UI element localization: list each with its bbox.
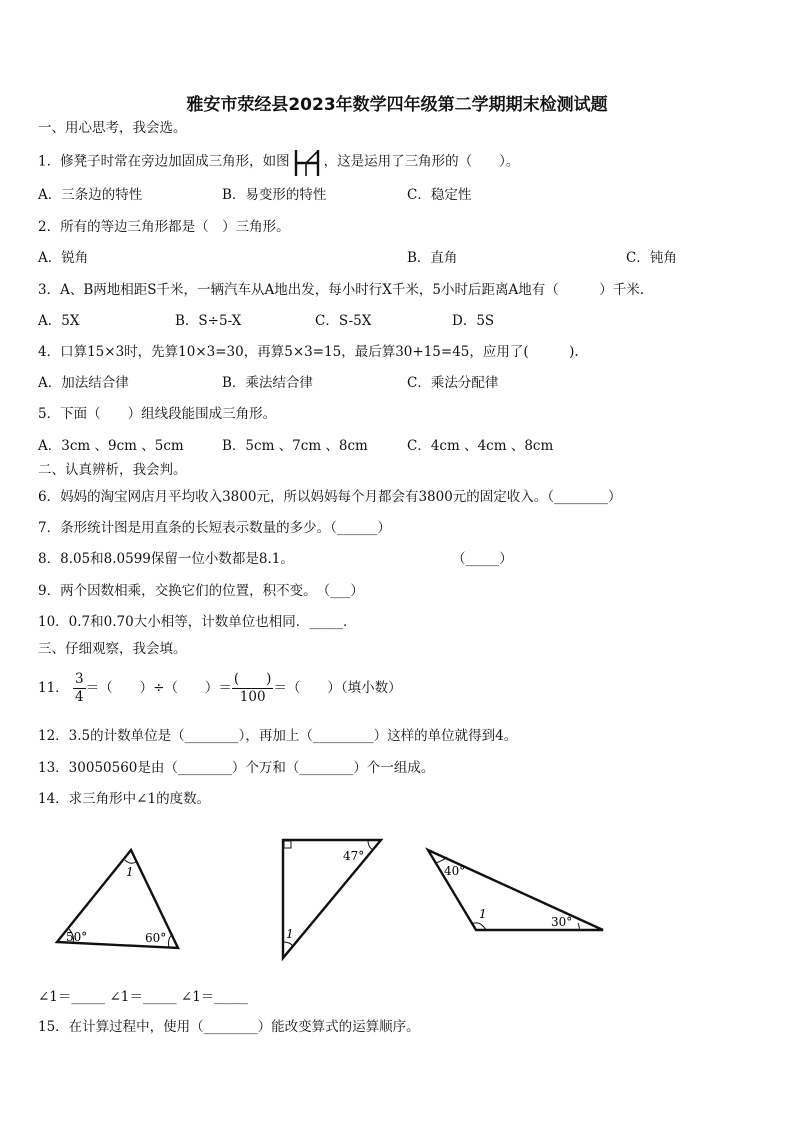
triangle-3-angle-40: 40° [444,864,466,878]
question-1-text: 1．修凳子时常在旁边加固成三角形，如图 [38,153,290,170]
triangle-2 [283,840,381,958]
question-13: 13．30050560是由（________）个万和（________）个一组成。 [38,760,435,776]
q5-option-c[interactable]: C．4cm 、4cm 、8cm [407,438,554,454]
q3-option-c[interactable]: C．S-5X [315,313,372,329]
question-11 [38,670,402,706]
question-1-text-end: ，这是运用了三角形的（ ）。 [323,153,520,170]
q4-option-c[interactable]: C．乘法分配律 [407,375,499,391]
section-heading-3: 三、仔细观察，我会填。 [38,641,187,657]
reinforced-chair-image [292,147,322,177]
triangle-1-angle-50: 50° [66,930,88,944]
q3-option-b[interactable]: B．S÷5-X [175,313,242,329]
question-11-tail: ＝（ ）（填小数） [273,680,402,696]
question-15: 15．在计算过程中，使用（________）能改变算式的运算顺序。 [38,1019,420,1035]
q4-option-b[interactable]: B．乘法结合律 [222,375,313,391]
fraction-three-quarters: $\frac{3}{4}$ [74,671,84,705]
question-2: 2．所有的等边三角形都是（ ）三角形。 [38,219,290,235]
question-5: 5．下面（ ）组线段能围成三角形。 [38,406,277,422]
q4-option-a[interactable]: A．加法结合律 [38,375,129,391]
fraction-over-100[interactable]: $\frac{( )}{100}$ [233,671,272,705]
q2-option-a[interactable]: A．锐角 [38,250,89,266]
question-10: 10．0.7和0.70大小相等，计数单位也相同．_____． [38,614,357,630]
q1-option-b[interactable]: B．易变形的特性 [222,187,327,203]
triangle-2-angle-1: 1 [286,927,294,941]
section-heading-2: 二、认真辨析，我会判。 [38,462,187,478]
q1-option-a[interactable]: A．三条边的特性 [38,187,143,203]
question-9: 9．两个因数相乘，交换它们的位置，积不变。 （___） [38,583,364,599]
q2-option-c[interactable]: C．钝角 [626,250,677,266]
triangle-2-angle-47: 47° [343,849,365,863]
question-1 [38,147,519,177]
q1-option-c[interactable]: C．稳定性 [407,187,472,203]
triangle-1 [57,850,178,948]
question-12: 12．3.5的计数单位是（________），再加上（_________）这样的单位就得到4。 [38,728,518,744]
page-title: 雅安市荥经县2023年数学四年级第二学期期末检测试题 [186,95,608,115]
q5-option-b[interactable]: B．5cm 、7cm 、8cm [222,438,368,454]
triangle-3-angle-30: 30° [551,915,573,929]
question-8-blank[interactable]: （_____） [452,551,513,567]
q2-option-b[interactable]: B．直角 [407,250,458,266]
question-7: 7．条形统计图是用直条的长短表示数量的多少。（______） [38,520,391,536]
section-heading-1: 一、用心思考，我会选。 [38,120,187,136]
triangle-3-angle-1: 1 [479,907,487,921]
question-8: 8．8.05和8.0599保留一位小数都是8.1。 [38,551,294,567]
question-4: 4．口算15×3时，先算10×3=30，再算5×3=15，最后算30+15=45，应用了( ). [38,344,579,360]
question-11-number: 11． [38,680,69,696]
question-6: 6．妈妈的淘宝网店月平均收入3800元，所以妈妈每个月都会有3800元的固定收入。（________） [38,489,622,505]
q5-option-a[interactable]: A．3cm 、9cm 、5cm [38,438,184,454]
q3-option-a[interactable]: A．5X [38,313,80,329]
question-3: 3．A、B两地相距S千米，一辆汽车从A地出发，每小时行X千米，5小时后距离A地有（ ）千米. [38,282,644,298]
triangle-3 [428,850,603,930]
question-11-middle: ＝（ ）÷（ ）＝ [85,680,232,696]
triangle-1-angle-60: 60° [145,931,167,945]
question-14-answers[interactable]: ∠1＝_____ ∠1＝_____ ∠1＝_____ [38,989,249,1005]
question-14: 14．求三角形中∠1的度数。 [38,791,211,807]
triangle-1-angle-1: 1 [126,865,134,879]
triangles-figure [0,830,794,970]
q3-option-d[interactable]: D．5S [452,313,495,329]
